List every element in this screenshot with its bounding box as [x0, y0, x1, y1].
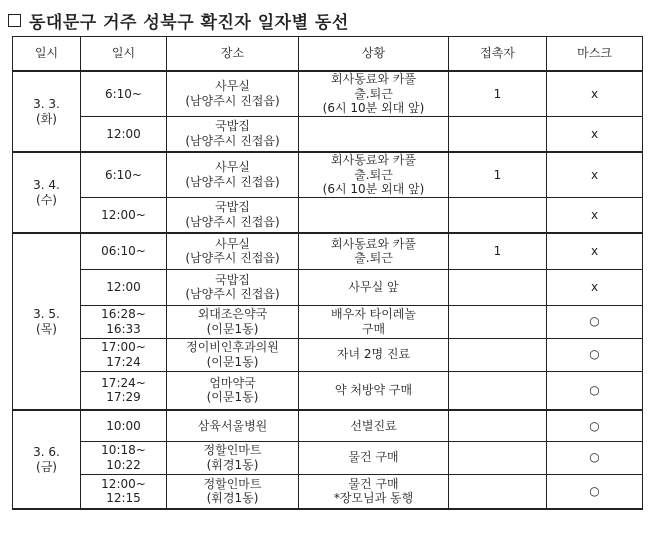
contacts-cell: 1	[449, 233, 547, 269]
place-line: (남양주시 진접읍)	[185, 287, 280, 301]
table-row	[13, 305, 643, 338]
situation-cell	[299, 338, 449, 371]
place-cell	[167, 305, 299, 338]
contacts-cell	[449, 305, 547, 338]
date-cell	[13, 410, 81, 509]
time-line: 10:22	[106, 457, 141, 472]
table-row	[13, 474, 643, 509]
place-line: 외대조은약국	[197, 307, 268, 322]
place-cell	[167, 116, 299, 152]
table-row	[13, 116, 643, 152]
table-row	[13, 269, 643, 305]
time-line: 16:28~	[101, 307, 146, 322]
date-line: 3. 3.	[33, 97, 60, 112]
situation-cell	[299, 233, 449, 269]
route-table	[12, 36, 643, 510]
place-cell	[167, 269, 299, 305]
time-line: 17:29	[106, 390, 141, 405]
mask-cell: ○	[547, 474, 643, 509]
time-line: 16:33	[106, 321, 141, 336]
table-row	[13, 152, 643, 197]
table-row	[13, 371, 643, 410]
time-line: 10:00	[106, 418, 141, 433]
date-line: 3. 4.	[33, 178, 60, 193]
mask-cell: x	[547, 269, 643, 305]
situation-line: 회사동료와 카풀	[331, 236, 416, 251]
situation-line: 자녀 2명 진료	[336, 347, 411, 362]
situation-cell	[299, 305, 449, 338]
situation-line: *장모님과 동행	[333, 491, 414, 506]
place-line: (남양주시 진접읍)	[185, 174, 280, 189]
time-cell	[81, 71, 167, 116]
time-cell	[81, 233, 167, 269]
table-row	[13, 233, 643, 269]
contacts-cell	[449, 197, 547, 233]
place-cell	[167, 441, 299, 474]
time-line: 12:00~	[101, 476, 146, 491]
time-cell	[81, 116, 167, 152]
situation-cell	[299, 474, 449, 509]
mask-cell: x	[547, 71, 643, 116]
place-line: (남양주시 진접읍)	[185, 214, 280, 229]
time-cell	[81, 152, 167, 197]
mask-cell: x	[547, 197, 643, 233]
time-cell	[81, 338, 167, 371]
time-cell	[81, 474, 167, 509]
situation-line: 배우자 타이레놀	[331, 307, 416, 322]
situation-cell	[299, 371, 449, 410]
contacts-cell: 1	[449, 71, 547, 116]
place-cell	[167, 474, 299, 509]
place-line: 국밥집	[215, 200, 250, 215]
table-body	[13, 71, 643, 509]
situation-line: 출.퇴근	[354, 251, 393, 266]
situation-cell	[299, 152, 449, 197]
place-line: (휘경1동)	[206, 457, 259, 472]
table-row	[13, 197, 643, 233]
date-line: (금)	[36, 459, 57, 474]
date-line: (목)	[36, 321, 57, 336]
page-title	[8, 8, 349, 33]
time-line: 6:10~	[104, 86, 142, 101]
contacts-cell	[449, 410, 547, 441]
place-cell	[167, 338, 299, 371]
situation-cell	[299, 197, 449, 233]
time-line: 12:00	[106, 126, 141, 141]
table-row	[13, 410, 643, 441]
situation-line: (6시 10분 외대 앞)	[322, 181, 425, 196]
situation-cell	[299, 269, 449, 305]
mask-cell: x	[547, 152, 643, 197]
place-line: 엄마약국	[209, 375, 256, 390]
header-mask: 마스크	[547, 37, 643, 72]
time-cell	[81, 197, 167, 233]
mask-cell: ○	[547, 338, 643, 371]
time-line: 12:00~	[101, 207, 146, 222]
date-cell	[13, 71, 81, 152]
mask-cell: ○	[547, 371, 643, 410]
situation-line: 물건 구매	[348, 476, 399, 491]
contacts-cell	[449, 371, 547, 410]
time-line: 17:24	[106, 354, 141, 369]
contacts-cell	[449, 474, 547, 509]
place-line: 정이비인후과의원	[186, 340, 279, 355]
mask-cell: ○	[547, 441, 643, 474]
date-cell	[13, 152, 81, 233]
place-line: 정할인마트	[203, 443, 262, 458]
place-line: (남양주시 진접읍)	[185, 133, 280, 148]
header-time: 일시	[81, 37, 167, 72]
table-row	[13, 338, 643, 371]
time-cell	[81, 410, 167, 441]
time-cell	[81, 305, 167, 338]
date-line: 3. 5.	[33, 307, 60, 322]
header-place: 장소	[167, 37, 299, 72]
header-situation: 상황	[299, 37, 449, 72]
place-line: (이문1동)	[206, 354, 259, 369]
place-line: 사무실	[215, 79, 250, 94]
date-line: (수)	[36, 192, 57, 207]
situation-line: 선별진료	[350, 418, 397, 433]
place-line: (이문1동)	[206, 321, 259, 336]
place-line: 국밥집	[215, 119, 250, 134]
situation-line: 사무실 앞	[348, 279, 399, 294]
checkbox-square-icon	[8, 14, 21, 27]
situation-cell	[299, 410, 449, 441]
date-line: (화)	[36, 111, 57, 126]
place-cell	[167, 197, 299, 233]
contacts-cell	[449, 269, 547, 305]
mask-cell: x	[547, 233, 643, 269]
header-date: 일시	[13, 37, 81, 72]
place-line: (이문1동)	[206, 390, 259, 405]
place-cell	[167, 71, 299, 116]
mask-cell: x	[547, 116, 643, 152]
situation-cell	[299, 71, 449, 116]
place-line: (휘경1동)	[206, 491, 259, 506]
time-line: 6:10~	[104, 167, 142, 182]
place-line: 삼육서울병원	[197, 418, 268, 433]
contacts-cell: 1	[449, 152, 547, 197]
situation-line: (6시 10분 외대 앞)	[322, 100, 425, 115]
mask-cell: ○	[547, 305, 643, 338]
place-line: 국밥집	[215, 272, 250, 287]
place-line: (남양주시 진접읍)	[185, 93, 280, 108]
title-text: 동대문구 거주 성북구 확진자 일자별 동선	[29, 13, 349, 33]
situation-line: 출.퇴근	[354, 86, 393, 101]
situation-cell	[299, 441, 449, 474]
place-line: 정할인마트	[203, 476, 262, 491]
place-cell	[167, 152, 299, 197]
time-line: 06:10~	[101, 244, 146, 259]
time-cell	[81, 269, 167, 305]
time-line: 12:00	[106, 279, 141, 294]
place-line: (남양주시 진접읍)	[185, 251, 280, 266]
time-line: 12:15	[106, 491, 141, 506]
date-line: 3. 6.	[33, 445, 60, 460]
contacts-cell	[449, 441, 547, 474]
header-row	[13, 37, 643, 72]
place-line: 사무실	[215, 160, 250, 175]
situation-line: 출.퇴근	[354, 167, 393, 182]
situation-line: 구매	[361, 321, 386, 336]
time-cell	[81, 441, 167, 474]
table-row	[13, 441, 643, 474]
situation-line: 약 처방약 구매	[334, 383, 413, 398]
header-contacts: 접촉자	[449, 37, 547, 72]
place-cell	[167, 371, 299, 410]
place-line: 사무실	[215, 236, 250, 251]
date-cell	[13, 233, 81, 410]
table-row	[13, 71, 643, 116]
place-cell	[167, 410, 299, 441]
time-cell	[81, 371, 167, 410]
contacts-cell	[449, 338, 547, 371]
time-line: 10:18~	[101, 443, 146, 458]
place-cell	[167, 233, 299, 269]
time-line: 17:00~	[101, 340, 146, 355]
situation-line: 물건 구매	[348, 450, 399, 465]
situation-line: 회사동료와 카풀	[331, 72, 416, 87]
mask-cell: ○	[547, 410, 643, 441]
time-line: 17:24~	[101, 375, 146, 390]
contacts-cell	[449, 116, 547, 152]
situation-cell	[299, 116, 449, 152]
situation-line: 회사동료와 카풀	[331, 153, 416, 168]
